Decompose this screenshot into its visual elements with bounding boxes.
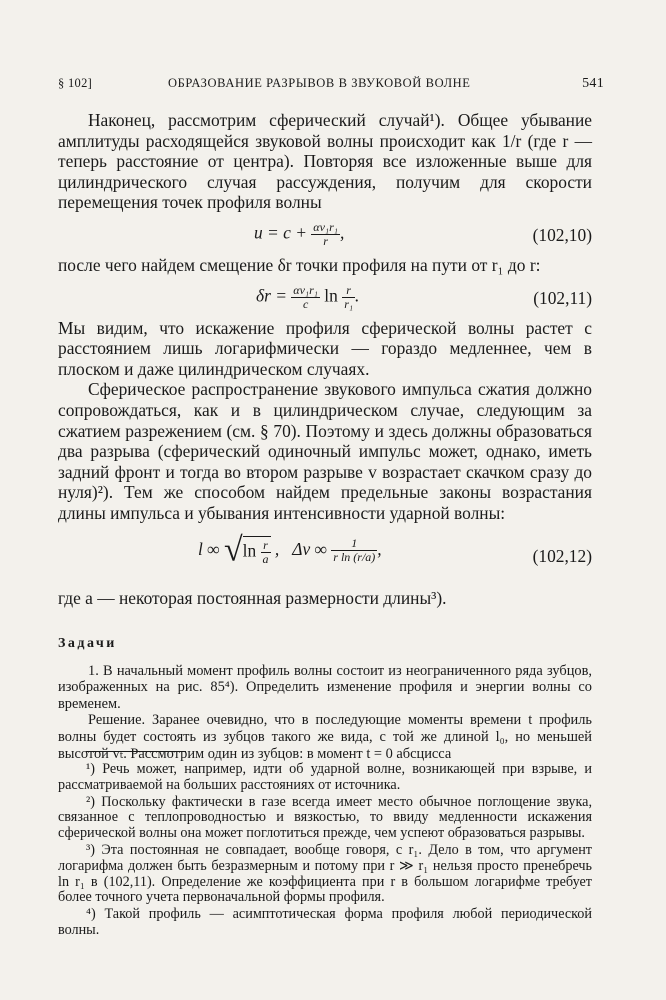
equation-formula <box>254 221 344 248</box>
section-marker: § 102] <box>58 76 93 90</box>
page-number: 541 <box>582 76 604 91</box>
fraction <box>261 539 271 566</box>
fraction <box>342 284 355 311</box>
fraction-numerator: 1 <box>331 537 377 551</box>
footnote-1: ¹) Речь может, например, идти об ударной волне, возникающей при взрыве, и рассматриваемой на больших расстояниях от источника. <box>58 761 592 793</box>
equation-formula <box>256 284 359 311</box>
equation-number: (102,11) <box>533 287 592 308</box>
ln-operator: ln <box>242 540 257 560</box>
main-text <box>58 110 592 762</box>
paragraph-1: Наконец, рассмотрим сферический случай¹). Общее убывание амплитуды расходящейся звуковой волны происходит как 1/r (где r — теперь расстояние от центра). Повторяя все изложенные выше для цилиндрического случая рассуждения, получим для скорости перемещения точек профиля волны <box>58 110 592 213</box>
fraction-denominator: a <box>262 551 269 566</box>
equation-102-11 <box>58 280 592 314</box>
paragraph-4: Сферическое распространение звукового импульса сжатия должно сопровождаться, как и в цилиндрическом случае, следующим за сжатием разрежением (см. § 70). Поэтому и здесь должны образоваться два разрыва (сферический одиночный импульс может, однако, иметь задний фронт и тогда во втором разрыве v возрастает скачком сразу до нуля)²). Тем же способом найдем предельные законы возрастания длины импульса и убывания интенсивности ударной волны: <box>58 379 592 523</box>
footnote-3: ³) Эта постоянная не совпадает, вообще говоря, с r₁. Дело в том, что аргумент логарифма должен быть безразмерным и потому при r ≫ r₁ нельзя просто пренебречь ln r₁ в (102,11). Определение же коэффициента при r в большом логарифме требует более точного учета первоначальной формы профиля. <box>58 841 592 906</box>
equation-lhs: u = c + <box>254 222 307 243</box>
square-root <box>223 531 271 569</box>
fraction-numerator: r <box>261 539 271 553</box>
equation-lhs: l ∞ <box>198 538 220 559</box>
fraction <box>291 284 320 311</box>
radicand <box>243 536 271 566</box>
fraction-numerator: r <box>342 284 355 298</box>
equation-lhs: δr = <box>256 285 287 306</box>
fraction-denominator: r ln (r/a) <box>333 550 376 564</box>
footnote-2: ²) Поскольку фактически в газе всегда имеет место обычное поглощение звука, связанное с теплопроводностью и вязкостью, то ввиду медленности искажения сферической волны она может поглотиться прежде, чем успеют образоваться разрывы. <box>58 793 592 842</box>
tasks-heading: Задачи <box>58 636 117 652</box>
paragraph-5: где a — некоторая постоянная размерности длины³). <box>58 587 447 608</box>
equation-tail: , <box>339 222 345 243</box>
fraction-numerator: αv₁r₁ <box>313 219 338 234</box>
equation-102-12 <box>58 531 592 580</box>
footnotes <box>58 762 592 940</box>
running-header <box>58 76 604 94</box>
equation-formula <box>198 531 382 569</box>
paragraph-2: после чего найдем смещение δr точки профиля на пути от r₁ до r: <box>58 254 541 275</box>
fraction-denominator: c <box>302 296 309 311</box>
running-title: ОБРАЗОВАНИЕ РАЗРЫВОВ В ЗВУКОВОЙ ВОЛНЕ <box>168 76 471 90</box>
fraction-numerator: αv₁r₁ <box>293 282 318 297</box>
equation-number: (102,12) <box>532 545 592 566</box>
equation-middle: , Δv ∞ <box>274 538 327 559</box>
equation-number: (102,10) <box>532 224 592 245</box>
footnote-divider <box>86 751 186 752</box>
radical-sign: √ <box>223 531 243 569</box>
fraction <box>331 537 377 564</box>
paragraph-3: Мы видим, что искажение профиля сферической волны растет с расстоянием лишь логарифмически — гораздо медленнее, чем в плоском и даже цилиндрическом случаях. <box>58 317 592 379</box>
equation-tail: , <box>377 538 382 559</box>
fraction <box>311 221 340 248</box>
fraction-denominator: r <box>323 233 328 248</box>
ln-operator: ln <box>324 285 338 306</box>
equation-tail: . <box>355 285 360 306</box>
equation-102-10 <box>58 217 592 251</box>
task-1: 1. В начальный момент профиль волны состоит из неограниченного ряда зубцов, изображенных на рис. 85⁴). Определить изменение профиля и энергии волны со временем. <box>58 662 592 712</box>
footnote-4: ⁴) Такой профиль — асимптотическая форма профиля любой периодической волны. <box>58 906 592 938</box>
fraction-denominator: r₁ <box>344 296 354 311</box>
solution-text: Решение. Заранее очевидно, что в последующие моменты времени t профиль волны будет состоять из зубцов такого же вида, с той же длиной l₀, но меньшей высотой vₜ. Рассмотрим один из зубцов: в момент t = 0 абсцисса <box>58 712 592 762</box>
